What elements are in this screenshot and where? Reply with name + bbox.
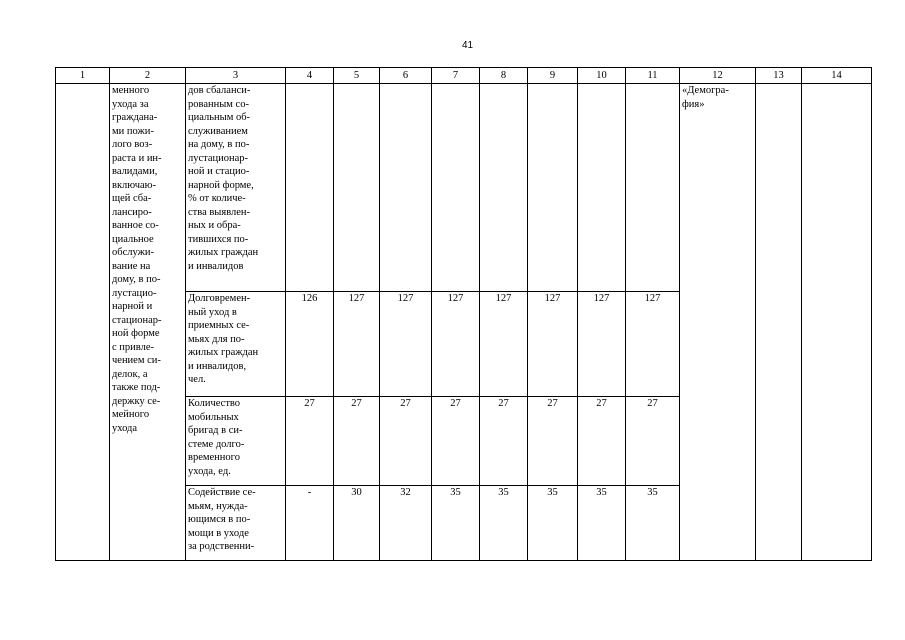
value-cell: 126 [286,292,334,397]
text-line: лустационар- [188,152,249,164]
header-cell: 8 [480,68,528,84]
text-line: ми пожи- [112,125,154,137]
text-line: дому, в по- [112,274,161,285]
value-cell: 27 [528,397,578,486]
value-cell [334,84,380,292]
header-cell: 3 [186,68,286,84]
text-line: ный уход в [188,306,237,318]
value-cell: 127 [380,292,432,397]
text-line: валидами, [112,166,158,177]
indicator-cell [186,292,286,397]
header-cell: 14 [802,68,872,84]
text-line: ства выявлен- [188,206,251,218]
text-line: мобильных [188,411,239,423]
text-line: с привле- [112,341,154,353]
text-line: вание на [112,260,151,272]
text-line: на дому, в по- [188,139,250,150]
text-line: Количество [188,398,241,409]
value-cell [528,84,578,292]
header-cell: 2 [110,68,186,84]
value-cell: 27 [432,397,480,486]
text-line: стеме долго- [188,438,245,450]
value-cell: 27 [626,397,680,486]
value-cell: - [286,486,334,561]
program-table [55,67,872,561]
text-line: служиванием [188,125,248,137]
value-cell [480,84,528,292]
text-line: мейного [112,409,150,420]
text-line: жилых граждан [188,247,259,258]
indicator-cell [186,397,286,486]
value-cell: 35 [480,486,528,561]
text-line: жилых граждан [188,347,259,358]
text-line: держку се- [112,395,161,407]
text-line: рованным со- [188,98,249,110]
text-line: лустацио- [112,287,157,299]
value-cell: 27 [480,397,528,486]
value-cell [380,84,432,292]
value-cell [286,84,334,292]
value-cell: 127 [480,292,528,397]
header-cell: 12 [680,68,756,84]
value-cell: 27 [334,397,380,486]
table-row [56,84,872,292]
text-line: циальное [112,233,154,245]
number-cell [56,84,110,561]
text-line: гражданa- [112,112,158,123]
text-line: бригад в си- [188,425,243,436]
value-cell: 27 [380,397,432,486]
text-line: фия» [682,98,705,110]
header-cell: 5 [334,68,380,84]
text-line: стационар- [112,314,162,326]
text-line: ной форме [112,328,160,339]
text-line: ухода, ед. [188,465,231,477]
value-cell: 127 [334,292,380,397]
text-line: ющимся в по- [188,514,251,525]
value-cell: 35 [626,486,680,561]
value-cell: 127 [432,292,480,397]
value-cell: 127 [578,292,626,397]
text-line: приемных се- [188,320,250,331]
text-line: щей сба- [112,193,152,204]
value-cell: 27 [286,397,334,486]
text-line: ных и обра- [188,220,241,231]
text-line: тившихся по- [188,233,249,245]
text-line: лансиро- [112,206,152,218]
empty-cell [756,84,802,561]
text-line: делок, а [112,368,148,380]
text-line: ной и стацио- [188,166,250,177]
indicator-cell [186,84,286,292]
value-cell: 35 [432,486,480,561]
text-line: и инвалидов [188,260,244,272]
text-line: обслужи- [112,247,154,258]
text-line: Долговремен- [188,293,251,304]
text-line: раста и ин- [112,152,162,164]
page-number: 41 [461,40,474,51]
value-cell [578,84,626,292]
text-line: циальным об- [188,112,251,123]
header-cell: 13 [756,68,802,84]
text-line: % от количе- [188,193,246,204]
header-cell: 7 [432,68,480,84]
text-line: временного [188,452,240,463]
text-line: мьям, нужда- [188,500,248,512]
text-line: чел. [188,374,206,385]
text-line: мощи в уходе [188,527,249,539]
value-cell: 35 [578,486,626,561]
text-line: нарной форме, [188,179,254,191]
event-description-cell [110,84,186,561]
program-name-cell [680,84,756,561]
text-line: мьях для по- [188,333,245,345]
text-line: и инвалидов, [188,360,247,372]
header-cell: 10 [578,68,626,84]
value-cell: 27 [578,397,626,486]
text-line: Содействие се- [188,487,256,498]
text-line: ухода [112,422,138,434]
value-cell: 32 [380,486,432,561]
text-line: чением си- [112,355,161,366]
text-line: менного [112,85,150,96]
header-row [56,68,872,84]
header-cell: 11 [626,68,680,84]
text-line: ванное со- [112,220,159,231]
text-line: включаю- [112,179,157,191]
text-line: дов сбаланси- [188,85,251,96]
text-line: также под- [112,382,161,393]
indicator-cell [186,486,286,561]
header-cell: 9 [528,68,578,84]
header-cell: 4 [286,68,334,84]
text-line: лого воз- [112,139,153,150]
value-cell: 35 [528,486,578,561]
header-cell: 6 [380,68,432,84]
value-cell: 30 [334,486,380,561]
text-line: «Демогра- [682,85,729,96]
value-cell: 127 [626,292,680,397]
text-line: нарной и [112,301,153,312]
value-cell: 127 [528,292,578,397]
text-line: ухода за [112,98,149,110]
empty-cell [802,84,872,561]
text-line: за родственни- [188,541,255,552]
header-cell: 1 [56,68,110,84]
value-cell [626,84,680,292]
value-cell [432,84,480,292]
